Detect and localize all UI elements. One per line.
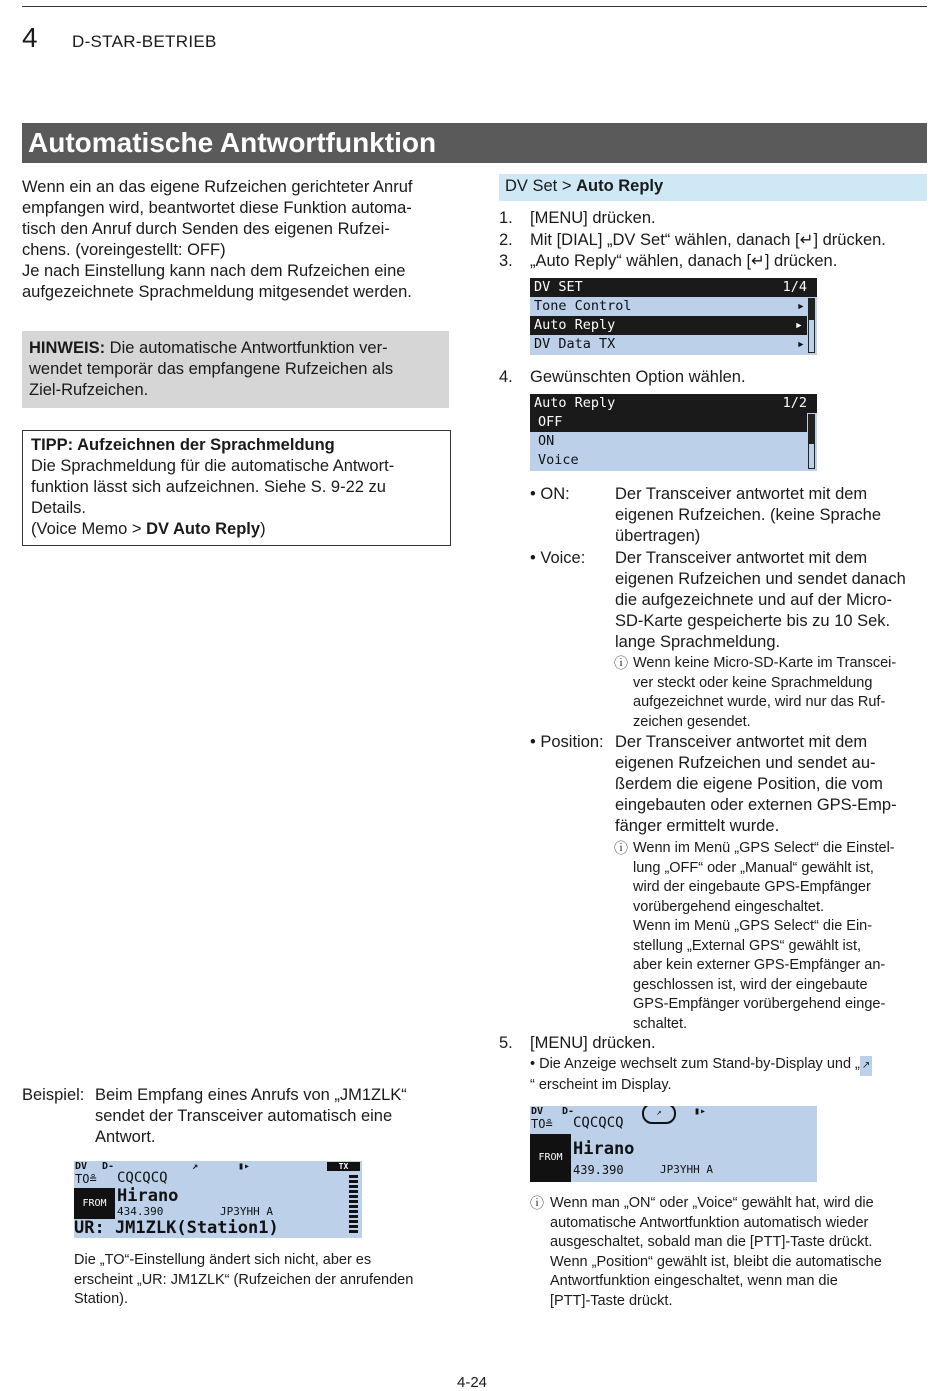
lcd-menu-item-selected: Auto Reply ▸ [530, 316, 807, 335]
tx-indicator: TX [327, 1162, 360, 1171]
auto-reply-icon: ↗ [860, 1056, 872, 1076]
example-label: Beispiel: [22, 1086, 85, 1104]
hint-line: Ziel-Rufzeichen. [29, 381, 149, 399]
step-text: [MENU] drücken. [530, 1034, 656, 1052]
tip-line: Die Sprachmeldung für die automatische Antwort- [31, 457, 395, 475]
lcd-caller-name: Hirano [117, 1186, 179, 1206]
intro-line: chens. (voreingestellt: OFF) [22, 241, 226, 259]
tip-line: funktion lässt sich aufzeichnen. Siehe S. 9-22 zu [31, 478, 386, 496]
info-icon: ⓘ [530, 1195, 544, 1211]
intro-line: Je nach Einstellung kann nach dem Rufzeichen eine [22, 262, 406, 280]
tip-text [31, 435, 447, 540]
auto-reply-icon: ↗ [192, 1161, 199, 1172]
lcd-option: ON [538, 433, 555, 449]
section-title: Automatische Antwortfunktion [28, 127, 437, 158]
intro-line: Wenn ein an das eigene Rufzeichen gerichteter Anruf [22, 178, 413, 196]
step-number: 1. [499, 209, 513, 227]
lcd-frequency: 434.390 [117, 1205, 164, 1218]
lcd-option-selected: OFF [530, 413, 807, 432]
step-number: 3. [499, 252, 513, 270]
intro-line: tisch den Anruf durch Senden des eigenen Rufzei- [22, 220, 390, 238]
lcd-scrollbar [808, 298, 815, 353]
lcd-to-call: CQCQCQ [117, 1170, 168, 1186]
signal-meter [349, 1175, 358, 1235]
lcd-dvset-menu [530, 278, 817, 355]
intro-paragraph [22, 177, 452, 303]
option-on-desc: Der Transceiver antwortet mit dem eigenen Rufzeichen. (keine Sprache übertragen) [615, 485, 882, 545]
lcd-menu-title: DV SET 1/4 [530, 278, 817, 297]
example-caption: Die „TO“-Einstellung ändert sich nicht, aber es erscheint „UR: JM1ZLK“ (Rufzeichen der anrufenden Station). [74, 1252, 414, 1307]
lcd-to-label: TO≗ [75, 1172, 97, 1186]
intro-line: empfangen wird, beantwortet diese Funktion automa- [22, 199, 412, 217]
option-position-label: • Position: [530, 733, 604, 751]
lcd-menu-item: Tone Control ▸ [534, 298, 805, 314]
chapter-title: D-STAR-BETRIEB [72, 32, 217, 51]
chapter-number: 4 [22, 22, 38, 53]
option-position-desc: Der Transceiver antwortet mit dem eigenen Rufzeichen und sendet au- ßerdem die eigene Position, die vom eingebauten oder externen GPS-Emp- fänger ermittelt wurde. [615, 733, 897, 835]
step5-note: • Die Anzeige wechselt zum Stand-by-Display und „ ↗ “ erscheint im Display. [530, 1056, 871, 1093]
final-note: Wenn man „ON“ oder „Voice“ gewählt hat, wird die automatische Antwortfunktion automatisch wieder ausgeschaltet, sobald man die [PTT]-Taste drückt. Wenn „Position“ gewählt ist, bleibt die automatische Antwortfunktion eingeschaltet, wenn man die [PTT]-Taste drückt. [550, 1195, 882, 1309]
step-text: Gewünschten Option wählen. [530, 368, 746, 386]
lcd-mode-d: D- [102, 1161, 115, 1172]
lcd-mode-dv: DV [75, 1161, 88, 1172]
example-text [95, 1085, 455, 1148]
page-number: 4-24 [457, 1374, 488, 1391]
lcd-ur-call: UR: JM1ZLK(Station1) [74, 1218, 279, 1238]
position-note: Wenn im Menü „GPS Select“ die Einstel- lung „OFF“ oder „Manual“ gewählt ist, wird der eingebaute GPS-Empfänger vorübergehend eingeschaltet. Wenn im Menü „GPS Select“ die Ein- stellung „External GPS“ gewählt ist, aber kein externer GPS-Empfänger an- geschlossen ist, wird der eingebaute GPS-Empfänger vorübergehend einge- schaltet. [633, 840, 895, 1032]
lcd-from-label: FROM [74, 1188, 115, 1219]
auto-reply-icon-highlight: ↗ [642, 1106, 676, 1124]
hint-line: Die automatische Antwortfunktion ver- [105, 339, 388, 357]
option-on-label: • ON: [530, 485, 570, 503]
hint-label: HINWEIS: [29, 339, 106, 357]
lcd-caller-call: JP3YHH A [220, 1205, 273, 1218]
example-line: Antwort. [95, 1128, 156, 1146]
step-number: 4. [499, 368, 513, 386]
step-text: „Auto Reply“ wählen, danach [↵] drücken. [530, 252, 838, 270]
step-number: 2. [499, 231, 513, 249]
example-line: sendet der Transceiver automatisch eine [95, 1107, 393, 1125]
info-icon: ⓘ [614, 840, 628, 856]
lcd-standby-screen: DV D- ↗ ▮▸ TO≗ CQCQCQ FROM Hirano 439.390 JP3YHH A [530, 1106, 817, 1182]
battery-icon: ▮▸ [694, 1106, 707, 1117]
lcd-option: Voice [538, 452, 579, 468]
step-text: Mit [DIAL] „DV Set“ wählen, danach [↵] drücken. [530, 231, 886, 249]
step-text: [MENU] drücken. [530, 209, 656, 227]
hint-line: wendet temporär das empfangene Rufzeichen als [29, 360, 394, 378]
intro-line: aufgezeichnete Sprachmeldung mitgesendet werden. [22, 283, 412, 301]
menu-path: DV Set > Auto Reply [505, 177, 664, 195]
battery-icon: ▮▸ [238, 1161, 251, 1172]
info-icon: ⓘ [614, 655, 628, 671]
step-number: 5. [499, 1034, 513, 1052]
lcd-scrollbar [808, 414, 815, 469]
lcd-receive-screen [74, 1161, 362, 1238]
lcd-menu-title: Auto Reply 1/2 [530, 394, 817, 413]
hint-text [29, 338, 447, 401]
option-voice-desc: Der Transceiver antwortet mit dem eigenen Rufzeichen und sendet danach die aufgezeichnete und auf der Micro- SD-Karte gespeicherte bis zu 10 Sek. lange Sprachmeldung. [615, 549, 906, 651]
lcd-menu-item: DV Data TX ▸ [534, 336, 805, 352]
tip-line: Details. [31, 499, 87, 517]
tip-menu-path: (Voice Memo > DV Auto Reply) [31, 520, 266, 538]
example-line: Beim Empfang eines Anrufs von „JM1ZLK“ [95, 1086, 407, 1104]
header-rule [22, 6, 927, 7]
voice-note: Wenn keine Micro-SD-Karte im Transcei- ver steckt oder keine Sprachmeldung aufgezeichnet wurde, wird nur das Ruf- zeichen gesendet. [633, 655, 897, 730]
lcd-autoreply-menu [530, 394, 817, 471]
tip-title: TIPP: Aufzeichnen der Sprachmeldung [31, 436, 335, 454]
option-voice-label: • Voice: [530, 549, 586, 567]
